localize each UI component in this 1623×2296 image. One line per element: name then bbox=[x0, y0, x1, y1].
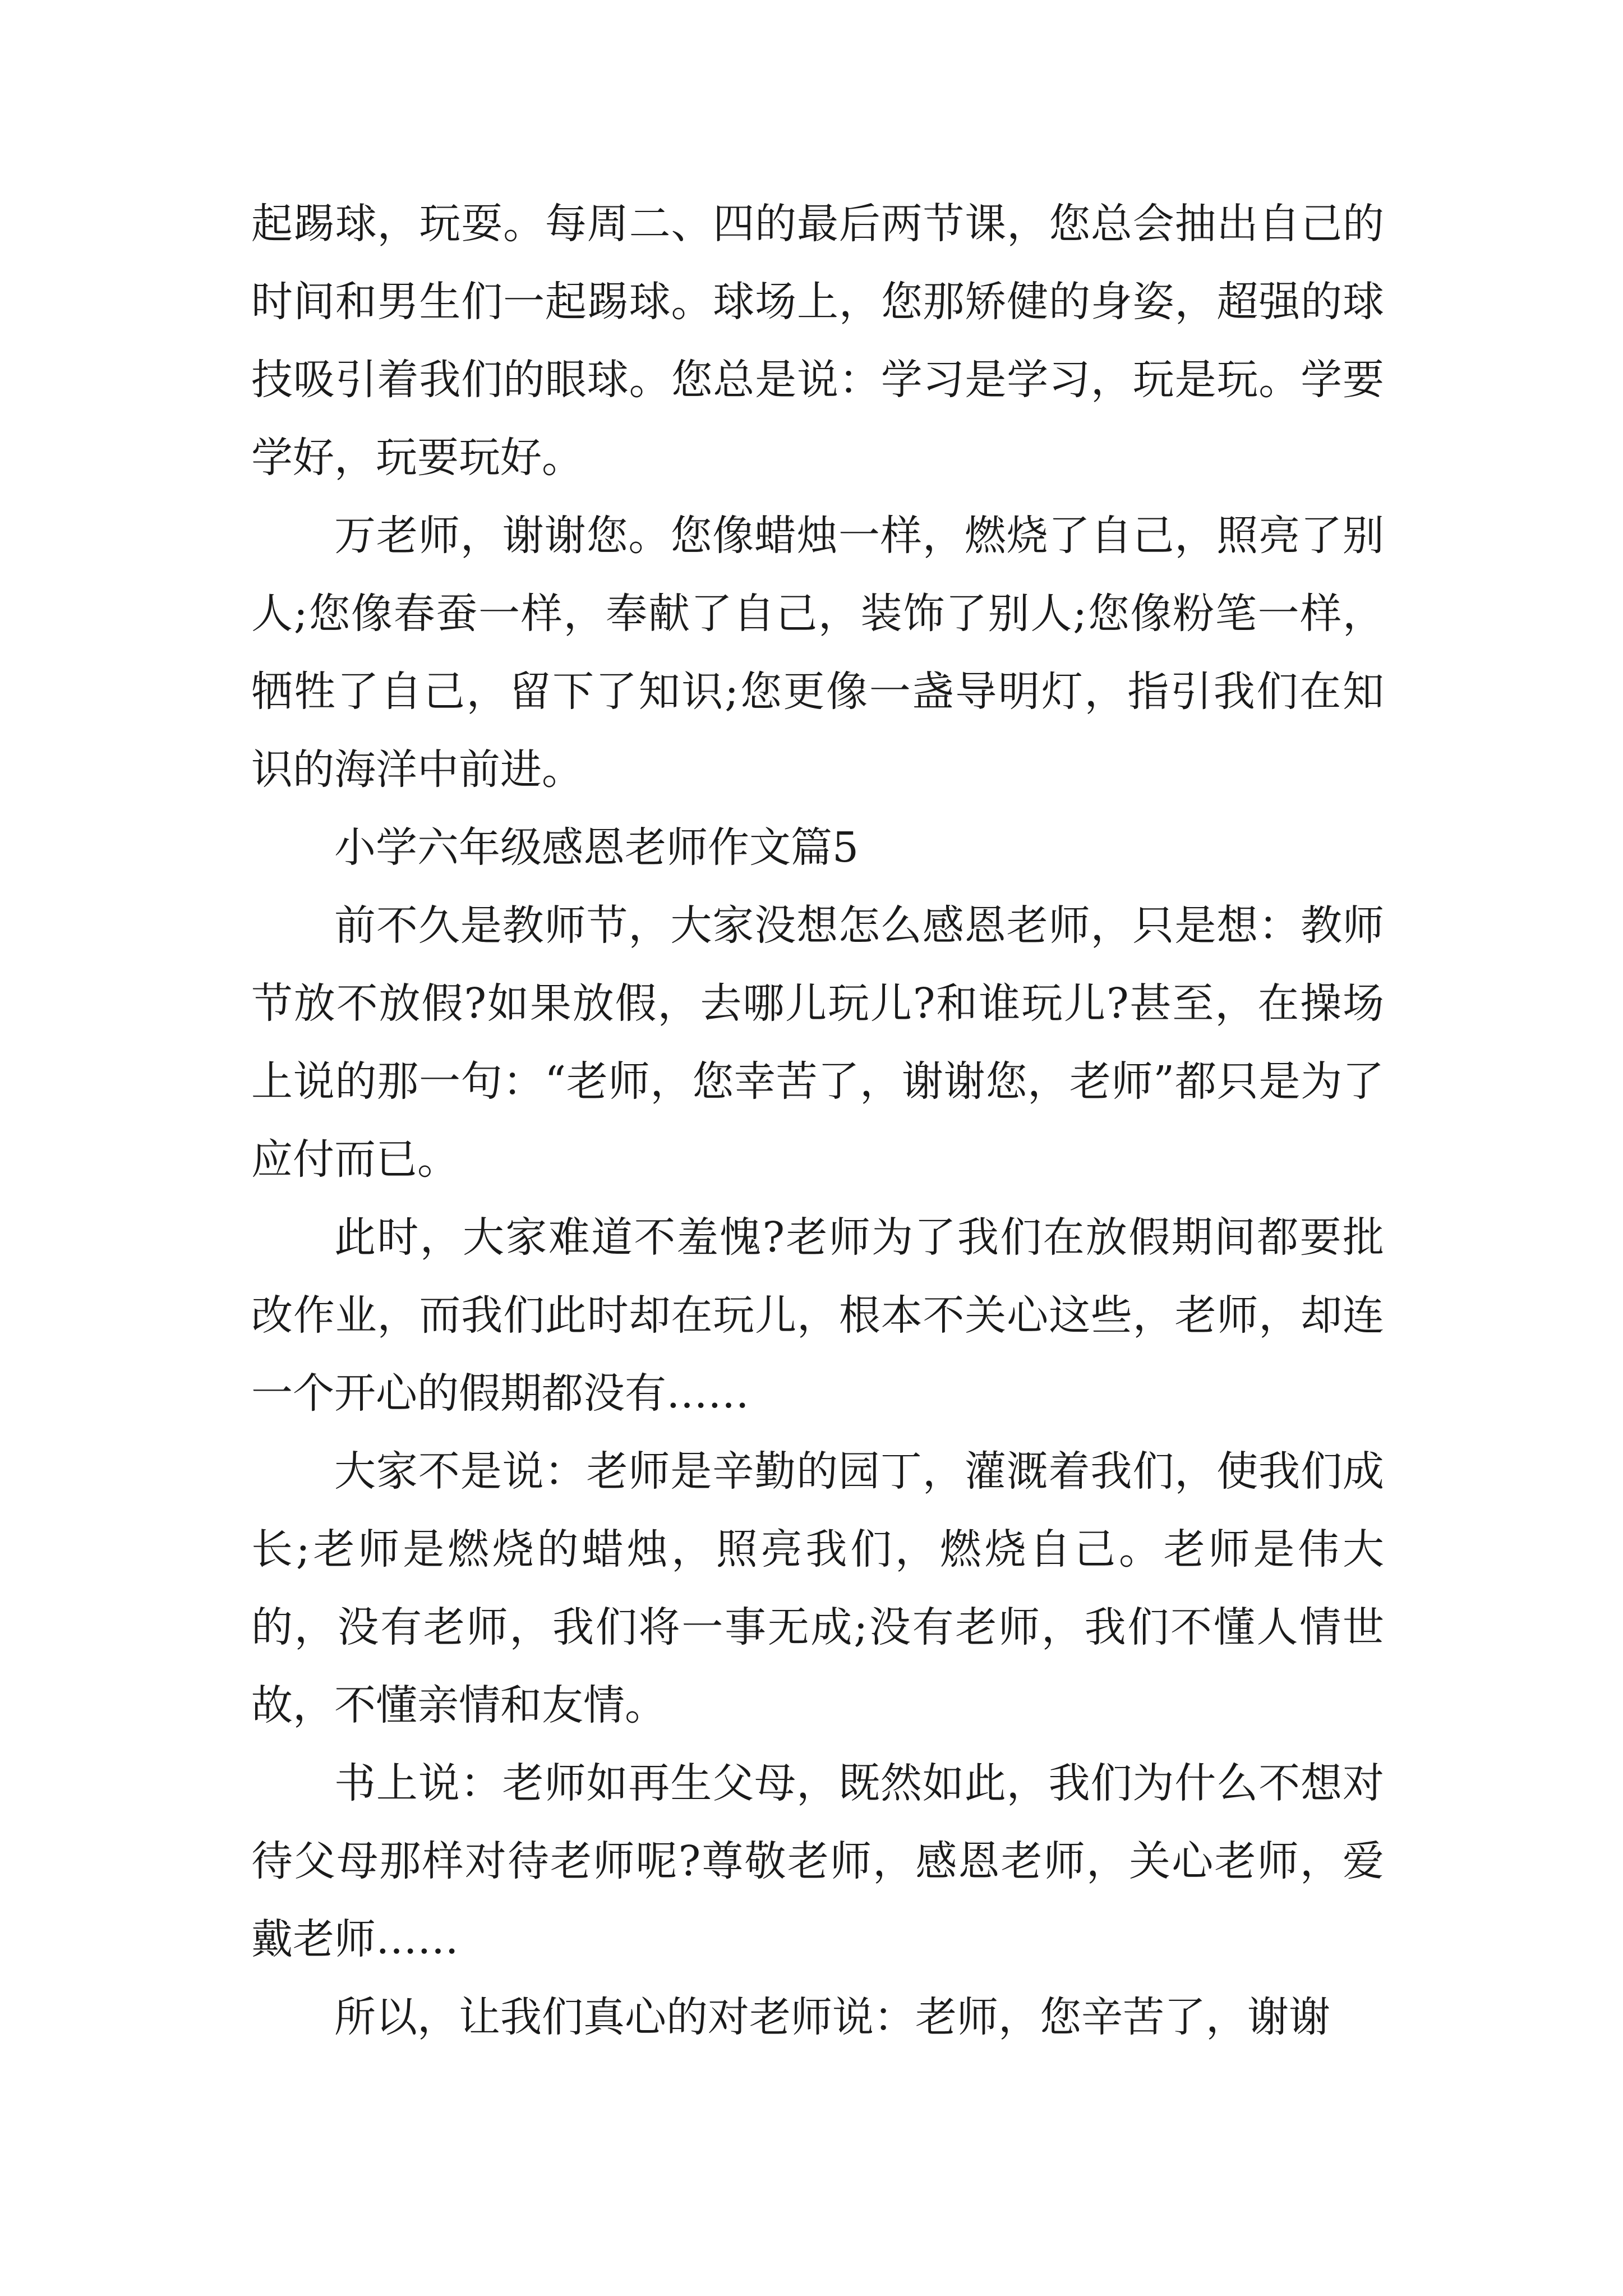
paragraph-teachers-day: 前不久是教师节，大家没想怎么感恩老师，只是想：教师节放不放假?如果放假，去哪儿玩儿?和谁玩儿?甚至，在操场上说的那一句：“老师，您幸苦了，谢谢您，老师”都只是为了应付而已。 bbox=[251, 901, 1384, 1184]
section-heading: 小学六年级感恩老师作文篇5 bbox=[334, 823, 859, 872]
paragraph-book-says: 书上说：老师如再生父母，既然如此，我们为什么不想对待父母那样对待老师呢?尊敬老师，感恩老师，关心老师，爱戴老师…… bbox=[251, 1759, 1384, 1963]
paragraph-conclusion: 所以，让我们真心的对老师说：老师，您辛苦了，谢谢 bbox=[334, 1993, 1330, 2041]
paragraph-ashamed: 此时，大家难道不羞愧?老师为了我们在放假期间都要批改作业，而我们此时却在玩儿，根本不关心这些，老师，却连一个开心的假期都没有…… bbox=[251, 1213, 1384, 1418]
paragraph-continued: 起踢球，玩耍。每周二、四的最后两节课，您总会抽出自己的时间和男生们一起踢球。球场上，您那矫健的身姿，超强的球技吸引着我们的眼球。您总是说：学习是学习，玩是玩。学要学好，玩要玩好。 bbox=[251, 200, 1384, 482]
paragraph-thanks-teacher-wan: 万老师，谢谢您。您像蜡烛一样，燃烧了自己，照亮了别人;您像春蚕一样，奉献了自己，装饰了别人;您像粉笔一样，牺牲了自己，留下了知识;您更像一盏导明灯，指引我们在知识的海洋中前进。 bbox=[251, 512, 1384, 794]
paragraph-gardener: 大家不是说：老师是辛勤的园丁，灌溉着我们，使我们成长;老师是燃烧的蜡烛，照亮我们，燃烧自己。老师是伟大的，没有老师，我们将一事无成;没有老师，我们不懂人情世故，不懂亲情和友情。 bbox=[251, 1447, 1384, 1729]
document-page bbox=[251, 185, 1384, 2056]
